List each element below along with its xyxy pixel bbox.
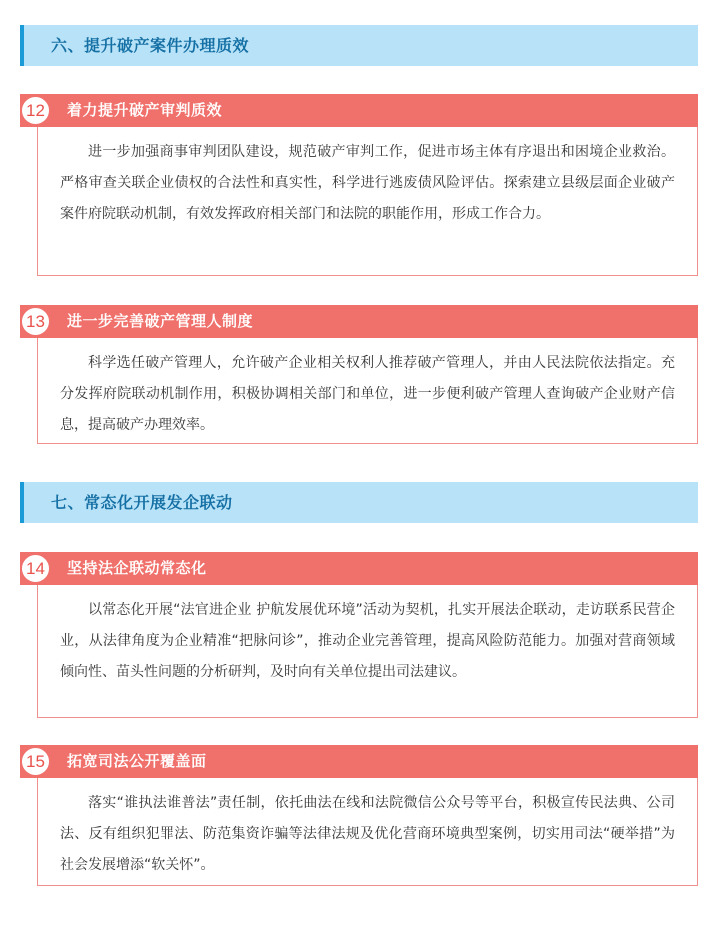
section-header-7 [20,482,698,523]
section-header-6 [20,25,698,66]
item-header [20,305,698,338]
item-title: 着力提升破产审判质效 [67,101,223,119]
item-title: 拓宽司法公开覆盖面 [67,752,207,770]
item-body [37,338,698,444]
item-header [20,552,698,585]
item-header [20,94,698,127]
item-paragraph: 科学选任破产管理人，允许破产企业相关权利人推荐破产管理人，并由人民法院依法指定。充分发挥府院联动机制作用，积极协调相关部门和单位，进一步便利破产管理人查询破产企业财产信息，提高破产办理效率。 [60,355,675,433]
item-body [37,127,698,276]
item-body [37,585,698,718]
section-title: 七、常态化开展发企联动 [51,493,233,512]
item-number-badge: 13 [20,306,51,337]
item-number-badge: 12 [20,95,51,126]
item-card-14 [20,552,698,718]
item-number-badge: 14 [20,553,51,584]
section-title: 六、提升破产案件办理质效 [51,36,250,55]
item-number-badge: 15 [20,746,51,777]
item-card-15 [20,745,698,886]
item-card-12 [20,94,698,276]
item-title: 进一步完善破产管理人制度 [67,312,254,330]
item-card-13 [20,305,698,444]
item-body [37,778,698,886]
item-paragraph: 进一步加强商事审判团队建设，规范破产审判工作，促进市场主体有序退出和困境企业救治。严格审查关联企业债权的合法性和真实性，科学进行逃废债风险评估。探索建立县级层面企业破产案件府院联动机制，有效发挥政府相关部门和法院的职能作用，形成工作合力。 [60,144,675,222]
item-title: 坚持法企联动常态化 [67,559,207,577]
item-header [20,745,698,778]
item-paragraph: 落实“谁执法谁普法”责任制，依托曲法在线和法院微信公众号等平台，积极宣传民法典、公司法、反有组织犯罪法、防范集资诈骗等法律法规及优化营商环境典型案例，切实用司法“硬举措”为社会发展增添“软关怀”。 [60,795,675,873]
item-paragraph: 以常态化开展“法官进企业 护航发展优环境”活动为契机，扎实开展法企联动，走访联系民营企业，从法律角度为企业精准“把脉问诊”，推动企业完善管理，提高风险防范能力。加强对营商领域倾向性、苗头性问题的分析研判，及时向有关单位提出司法建议。 [60,602,675,680]
